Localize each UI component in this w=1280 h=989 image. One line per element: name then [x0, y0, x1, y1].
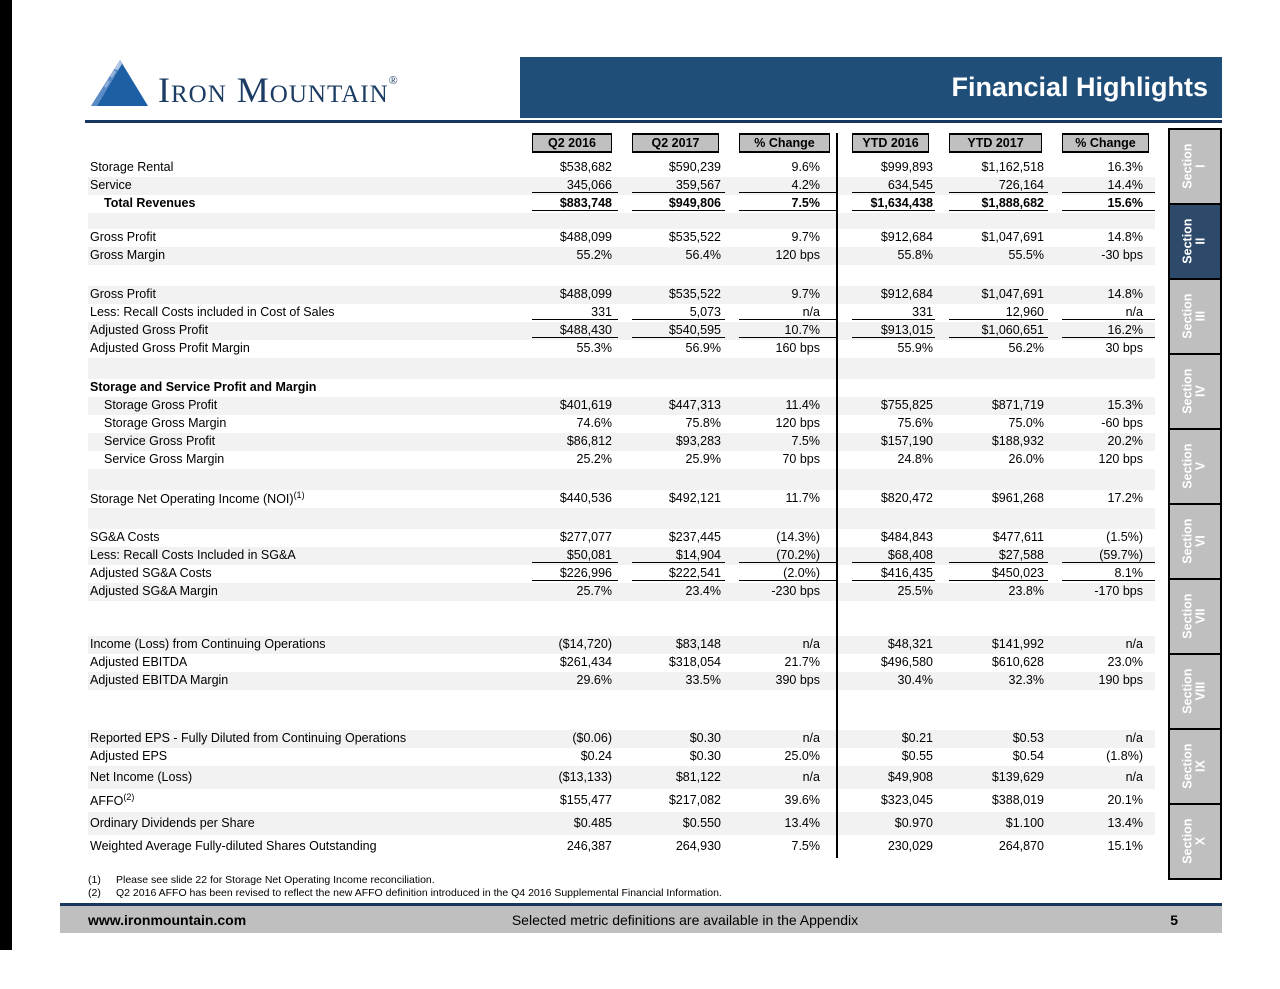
cell-value: $83,148 — [618, 636, 725, 654]
cell-value: $217,082 — [668, 792, 721, 807]
cell-value: $535,522 — [618, 286, 725, 304]
cell-value: $0.21 — [837, 730, 935, 748]
cell-value: ($14,720) — [518, 636, 618, 654]
cell-value: -170 bps — [1048, 583, 1155, 601]
cell-value: $318,054 — [668, 655, 721, 670]
row-label: Storage Gross Margin — [104, 416, 227, 431]
cell-value: $949,806 — [618, 195, 725, 213]
table-row — [88, 159, 1155, 177]
row-label-header — [88, 133, 518, 159]
cell-value: 7.5% — [725, 433, 837, 451]
spacer-row — [88, 508, 1155, 529]
cell-value: $155,477 — [559, 792, 612, 807]
footer-note: Selected metric definitions are available in the Appendix — [511, 911, 859, 928]
cell-value: 264,870 — [998, 838, 1044, 853]
table-row — [88, 247, 1155, 265]
cell-value: 55.5% — [935, 247, 1048, 265]
cell-value: $157,190 — [837, 433, 935, 451]
cell-value: 345,066 — [518, 177, 618, 195]
cell-value: $1,162,518 — [981, 160, 1044, 175]
cell-value: $0.55 — [837, 748, 935, 766]
cell-value: 25.0% — [784, 749, 820, 764]
row-label: Less: Recall Costs Included in SG&A — [88, 547, 518, 565]
cell-value — [618, 379, 725, 397]
cell-value: 55.2% — [518, 247, 618, 265]
cell-value: 16.2% — [1048, 322, 1155, 340]
table-row — [88, 229, 1155, 247]
row-label: Storage Rental — [90, 160, 174, 175]
row-label: Total Revenues — [104, 196, 196, 211]
table-row — [88, 636, 1155, 654]
cell-value: $0.54 — [1012, 749, 1044, 764]
section-tab-vi[interactable]: Section VI — [1168, 503, 1222, 580]
left-edge-bar — [0, 0, 12, 950]
table-row — [88, 654, 1155, 672]
cell-value: $81,122 — [618, 766, 725, 789]
section-tab-strip — [1168, 128, 1222, 880]
cell-value: 11.7% — [785, 491, 820, 506]
cell-value: $913,015 — [837, 322, 935, 340]
cell-value: 13.4% — [725, 812, 837, 835]
cell-value: $484,843 — [837, 529, 935, 547]
cell-value: $871,719 — [935, 397, 1048, 415]
spacer-row — [88, 469, 1155, 490]
cell-value — [725, 379, 837, 397]
spacer-row — [88, 601, 1155, 636]
cell-value: 14.8% — [1048, 286, 1155, 304]
cell-value: 55.3% — [576, 341, 612, 356]
cell-value: 7.5% — [791, 838, 820, 853]
footnotes — [88, 874, 722, 900]
iron-mountain-logo — [88, 58, 399, 108]
cell-value: 120 bps — [725, 247, 837, 265]
section-tab-ix[interactable]: Section IX — [1168, 728, 1222, 805]
table-header-row — [88, 133, 1155, 159]
cell-value: ($13,133) — [518, 766, 618, 789]
cell-value: $0.24 — [580, 749, 612, 764]
cell-value: $540,595 — [618, 322, 725, 340]
cell-value: $912,684 — [837, 286, 935, 304]
cell-value: 634,545 — [837, 177, 935, 195]
cell-value: 29.6% — [518, 672, 618, 690]
cell-value: $222,541 — [618, 565, 725, 583]
cell-value — [1048, 379, 1155, 397]
cell-value: $323,045 — [837, 789, 935, 812]
cell-value: 75.6% — [837, 415, 935, 433]
cell-value: $0.550 — [618, 812, 725, 835]
cell-value: n/a — [1048, 304, 1155, 322]
page-number: 5 — [1170, 911, 1178, 928]
row-label: Adjusted Gross Profit — [88, 322, 518, 340]
cell-value: 32.3% — [935, 672, 1048, 690]
table-row — [88, 286, 1155, 304]
table-row — [88, 415, 1155, 433]
table-row — [88, 322, 1155, 340]
cell-value: $226,996 — [518, 565, 618, 583]
spacer-row — [88, 265, 1155, 286]
cell-value: n/a — [1048, 730, 1155, 748]
cell-value: n/a — [725, 766, 837, 789]
cell-value: 17.2% — [1107, 491, 1143, 506]
table-row — [88, 304, 1155, 322]
cell-value: $1,047,691 — [935, 286, 1048, 304]
cell-value: $188,932 — [935, 433, 1048, 451]
cell-value: $999,893 — [837, 159, 935, 177]
cell-value: 23.4% — [618, 583, 725, 601]
table-row — [88, 547, 1155, 565]
cell-value — [935, 379, 1048, 397]
footnote: (2) Q2 2016 AFFO has been revised to reflect the new AFFO definition introduced in the Q4 2016 Supplemental Financial Information. — [88, 887, 722, 899]
footnote: (1) Please see slide 22 for Storage Net Operating Income reconciliation. — [88, 874, 435, 886]
table-row — [88, 672, 1155, 690]
cell-value: $68,408 — [837, 547, 935, 565]
page-title: Financial Highlights — [951, 72, 1208, 102]
section-tab-vii[interactable]: Section VII — [1168, 578, 1222, 655]
cell-value: n/a — [725, 636, 837, 654]
table-body — [88, 159, 1155, 858]
column-header: % Change — [1048, 133, 1155, 159]
table-row — [88, 835, 1155, 858]
cell-value: $477,611 — [992, 530, 1044, 545]
section-tab-x[interactable]: Section X — [1168, 803, 1222, 880]
cell-value: 30.4% — [837, 672, 935, 690]
cell-value: $496,580 — [837, 654, 935, 672]
column-header: YTD 2016 — [837, 133, 935, 159]
cell-value: $261,434 — [559, 655, 612, 670]
cell-value: 25.9% — [685, 452, 721, 467]
cell-value: $0.970 — [837, 812, 935, 835]
row-label: Adjusted EBITDA Margin — [88, 672, 518, 690]
cell-value: 39.6% — [784, 792, 820, 807]
cell-value: -60 bps — [1101, 416, 1143, 431]
row-label: Adjusted EPS — [90, 749, 168, 764]
cell-value: 74.6% — [576, 416, 612, 431]
section-tab-ii[interactable]: Section II — [1168, 203, 1222, 280]
financial-highlights-table — [88, 133, 1155, 858]
cell-value: 120 bps — [775, 416, 820, 431]
cell-value: $139,629 — [935, 766, 1048, 789]
cell-value: 9.7% — [791, 230, 820, 245]
cell-value: $49,908 — [837, 766, 935, 789]
cell-value: 9.6% — [791, 160, 820, 175]
cell-value: 246,387 — [566, 838, 612, 853]
cell-value: (70.2%) — [725, 547, 837, 565]
cell-value: n/a — [1048, 766, 1155, 789]
table-row — [88, 433, 1155, 451]
cell-value: 26.0% — [1008, 452, 1044, 467]
table-header-row — [88, 133, 1155, 159]
cell-value: 25.5% — [837, 583, 935, 601]
column-header: Q2 2017 — [618, 133, 725, 159]
cell-value: 20.1% — [1107, 792, 1143, 807]
cell-value — [518, 379, 618, 397]
cell-value: $1,047,691 — [981, 230, 1044, 245]
cell-value: $590,239 — [668, 160, 721, 175]
cell-value: $237,445 — [668, 530, 721, 545]
row-label: Storage Gross Profit — [88, 397, 518, 415]
cell-value: 190 bps — [1048, 672, 1155, 690]
cell-value: $388,019 — [991, 792, 1044, 807]
cell-value: $492,121 — [668, 491, 721, 506]
table-row — [88, 748, 1155, 766]
cell-value: $0.30 — [689, 749, 721, 764]
cell-value: 55.8% — [837, 247, 935, 265]
cell-value: 23.0% — [1107, 655, 1143, 670]
cell-value: 55.9% — [837, 340, 935, 358]
cell-value: $538,682 — [559, 160, 612, 175]
cell-value: 15.6% — [1048, 195, 1155, 213]
row-label: Reported EPS - Fully Diluted from Continuing Operations — [88, 730, 518, 748]
brand-wordmark: Iron Mountain® — [158, 70, 399, 110]
column-header: Q2 2016 — [518, 133, 618, 159]
cell-value: 56.2% — [1008, 341, 1044, 356]
cell-value: n/a — [725, 304, 837, 322]
row-label: Gross Profit — [90, 230, 156, 245]
section-tab-v[interactable]: Section V — [1168, 428, 1222, 505]
table-row — [88, 565, 1155, 583]
cell-value: $1.100 — [935, 812, 1048, 835]
mountain-triangle-icon — [88, 58, 148, 108]
table-row — [88, 583, 1155, 601]
footer-bar — [60, 903, 1222, 933]
cell-value: $48,321 — [837, 636, 935, 654]
cell-value: $961,268 — [991, 491, 1044, 506]
cell-value: 23.8% — [935, 583, 1048, 601]
section-tab-i[interactable]: Section I — [1168, 128, 1222, 205]
table-row — [88, 195, 1155, 213]
row-label: Weighted Average Fully-diluted Shares Outstanding — [90, 838, 377, 853]
cell-value: 75.0% — [1008, 416, 1044, 431]
cell-value: $488,099 — [518, 286, 618, 304]
cell-value: $440,536 — [559, 491, 612, 506]
cell-value: 331 — [518, 304, 618, 322]
row-label: Service Gross Profit — [88, 433, 518, 451]
cell-value: $535,522 — [668, 230, 721, 245]
cell-value: $416,435 — [837, 565, 935, 583]
cell-value: 7.5% — [725, 195, 837, 213]
cell-value: $755,825 — [837, 397, 935, 415]
spacer-row — [88, 213, 1155, 229]
cell-value: 20.2% — [1048, 433, 1155, 451]
table-row — [88, 379, 1155, 397]
cell-value: 56.4% — [618, 247, 725, 265]
table-row — [88, 789, 1155, 812]
row-label: AFFO$^{(2)}$ — [90, 791, 135, 808]
cell-value: $488,430 — [518, 322, 618, 340]
table-row — [88, 529, 1155, 547]
cell-value: 12,960 — [935, 304, 1048, 322]
row-label: Net Income (Loss) — [88, 766, 518, 789]
cell-value: $912,684 — [837, 229, 935, 247]
cell-value: $0.485 — [518, 812, 618, 835]
cell-value: (2.0%) — [725, 565, 837, 583]
cell-value: 11.4% — [725, 397, 837, 415]
spacer-row — [88, 358, 1155, 379]
cell-value: 14.4% — [1048, 177, 1155, 195]
cell-value: $27,588 — [935, 547, 1048, 565]
section-tab-viii[interactable]: Section VIII — [1168, 653, 1222, 730]
cell-value: $141,992 — [935, 636, 1048, 654]
row-label: Less: Recall Costs included in Cost of Sales — [90, 305, 335, 320]
cell-value: -30 bps — [1048, 247, 1155, 265]
cell-value: 70 bps — [782, 452, 820, 467]
cell-value: $820,472 — [837, 490, 935, 508]
row-label: Adjusted Gross Profit Margin — [90, 341, 250, 356]
spacer-row — [88, 690, 1155, 730]
section-tab-iii[interactable]: Section III — [1168, 278, 1222, 355]
row-label: Gross Profit — [88, 286, 518, 304]
cell-value: 160 bps — [775, 341, 820, 356]
cell-value: 264,930 — [675, 838, 721, 853]
cell-value: 230,029 — [837, 835, 935, 858]
row-label: Ordinary Dividends per Share — [88, 812, 518, 835]
cell-value: ($0.06) — [518, 730, 618, 748]
cell-value — [837, 379, 935, 397]
cell-value: $50,081 — [518, 547, 618, 565]
row-label: Service Gross Margin — [104, 452, 225, 467]
cell-value: 390 bps — [725, 672, 837, 690]
table-row — [88, 730, 1155, 748]
table-row — [88, 766, 1155, 789]
row-label: Service — [88, 177, 518, 195]
cell-value: 8.1% — [1048, 565, 1155, 583]
cell-value: (59.7%) — [1048, 547, 1155, 565]
cell-value: $93,283 — [618, 433, 725, 451]
cell-value: $610,628 — [991, 655, 1044, 670]
cell-value: $401,619 — [518, 397, 618, 415]
column-header: % Change — [725, 133, 837, 159]
cell-value: 4.2% — [725, 177, 837, 195]
column-header: YTD 2017 — [935, 133, 1048, 159]
cell-value: $1,888,682 — [935, 195, 1048, 213]
row-label: SG&A Costs — [90, 530, 160, 545]
cell-value: 16.3% — [1107, 160, 1143, 175]
cell-value: -230 bps — [725, 583, 837, 601]
cell-value: (14.3%) — [776, 530, 820, 545]
cell-value: n/a — [725, 730, 837, 748]
cell-value: $86,812 — [518, 433, 618, 451]
cell-value: 9.7% — [725, 286, 837, 304]
row-label: Gross Margin — [88, 247, 518, 265]
cell-value: 10.7% — [725, 322, 837, 340]
cell-value: 33.5% — [618, 672, 725, 690]
cell-value: 359,567 — [618, 177, 725, 195]
row-label: Adjusted EBITDA — [90, 655, 188, 670]
row-label: Income (Loss) from Continuing Operations — [88, 636, 518, 654]
cell-value: $883,748 — [518, 195, 618, 213]
cell-value: 726,164 — [935, 177, 1048, 195]
row-label: Storage Net Operating Income (NOI)$^{(1)}$ — [90, 490, 305, 507]
row-label: Storage and Service Profit and Margin — [90, 380, 317, 395]
cell-value: 25.7% — [518, 583, 618, 601]
table-row — [88, 812, 1155, 835]
cell-value: 30 bps — [1105, 341, 1143, 356]
cell-value: 5,073 — [618, 304, 725, 322]
cell-value: $0.53 — [935, 730, 1048, 748]
row-label: Adjusted SG&A Costs — [90, 566, 212, 581]
table-row — [88, 397, 1155, 415]
cell-value: $488,099 — [559, 230, 612, 245]
cell-value: (1.8%) — [1106, 749, 1143, 764]
table-row — [88, 340, 1155, 358]
cell-value: $277,077 — [559, 530, 612, 545]
slide-title-banner — [520, 57, 1222, 118]
cell-value: 56.9% — [685, 341, 721, 356]
cell-value: $0.30 — [618, 730, 725, 748]
header-divider-line — [85, 120, 1222, 123]
cell-value: 14.8% — [1107, 230, 1143, 245]
cell-value: $1,634,438 — [837, 195, 935, 213]
cell-value: $450,023 — [935, 565, 1048, 583]
website-link[interactable]: www.ironmountain.com — [88, 911, 247, 928]
cell-value: 24.8% — [837, 451, 935, 469]
cell-value: 15.3% — [1048, 397, 1155, 415]
cell-value: 75.8% — [685, 416, 721, 431]
cell-value: 120 bps — [1098, 452, 1143, 467]
table-row — [88, 451, 1155, 469]
section-tab-iv[interactable]: Section IV — [1168, 353, 1222, 430]
cell-value: (1.5%) — [1106, 530, 1143, 545]
cell-value: $447,313 — [618, 397, 725, 415]
cell-value: 13.4% — [1048, 812, 1155, 835]
table-row — [88, 490, 1155, 508]
row-label: Adjusted SG&A Margin — [88, 583, 518, 601]
table-row — [88, 177, 1155, 195]
cell-value: 331 — [837, 304, 935, 322]
registered-mark: ® — [388, 73, 399, 87]
cell-value: $14,904 — [618, 547, 725, 565]
cell-value: 15.1% — [1107, 838, 1143, 853]
cell-value: $1,060,651 — [935, 322, 1048, 340]
cell-value: 21.7% — [784, 655, 820, 670]
cell-value: 25.2% — [576, 452, 612, 467]
cell-value: n/a — [1048, 636, 1155, 654]
